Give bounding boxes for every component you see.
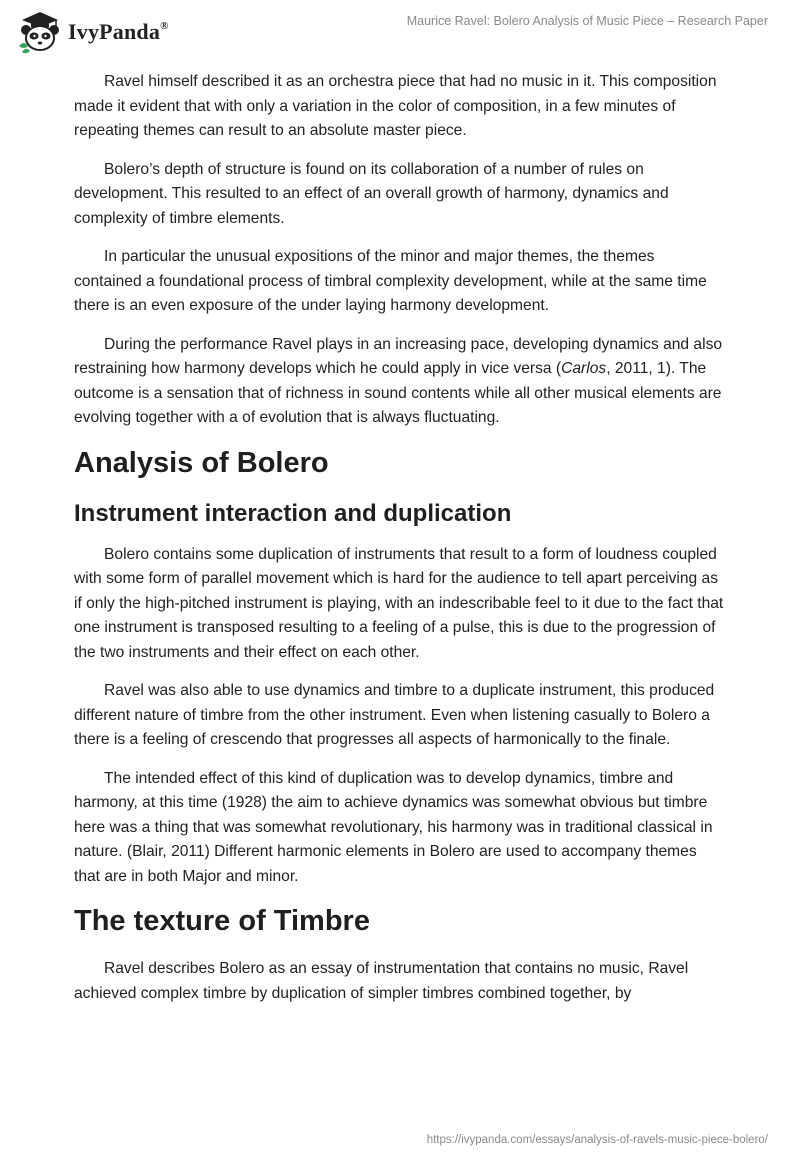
paragraph-5: Bolero contains some duplication of instruments that result to a form of loudness coupled with some form of parallel movement which is hard for the audience to tell apart perceiving as if only the high-pitched instrument is playing, with an indescribable feel to it due to the fact that one instrument is transposed resulting to a feeling of a pulse, this is due to the progression of the two instruments and their effect on each other. [74, 545, 724, 661]
paragraph-4-text-a: During the performance Ravel plays in an increasing pace, developing dynamics and also restraining how harmony develops which he could apply in vice versa ( [74, 335, 723, 377]
citation-carlos: Carlos [561, 360, 607, 377]
paragraph-2: Bolero’s depth of structure is found on its collaboration of a number of rules on development. This resulted to an effect of an overall growth of harmony, dynamics and complexity of timbre elements. [74, 160, 669, 227]
logo-text: IvyPanda® [68, 19, 169, 44]
ivypanda-logo[interactable] [16, 10, 169, 54]
paragraph-6: Ravel was also able to use dynamics and timbre to a duplicate instrument, this produced different nature of timbre from the other instrument. Even when listening casually to Bolero a there is a feeling of crescendo that progresses all aspects of harmonically to the finale. [74, 682, 715, 748]
document-title: Maurice Ravel: Bolero Analysis of Music Piece – Research Paper [406, 14, 768, 28]
panda-graduate-icon [16, 10, 62, 54]
heading-analysis-of-bolero: Analysis of Bolero [74, 446, 329, 479]
paragraph-1: Ravel himself described it as an orchestra piece that had no music in it. This composition made it evident that with only a variation in the color of composition, in a few minutes of repeating themes can result to an absolute master piece. [74, 73, 717, 139]
source-url[interactable]: https://ivypanda.com/essays/analysis-of-ravels-music-piece-bolero/ [426, 1134, 768, 1146]
page-header [0, 0, 800, 64]
paragraph-4-text-b: , 2011, 1). The outcome is a sensation that of richness in sound contents while all other musical elements are evolving together with a of evolution that is always fluctuating. [74, 360, 722, 426]
article-body [74, 70, 726, 1020]
heading-instrument-interaction: Instrument interaction and duplication [74, 499, 512, 527]
paragraph-8: Ravel describes Bolero as an essay of instrumentation that contains no music, Ravel achieved complex timbre by duplication of simpler timbres combined together, by [74, 960, 689, 1002]
paragraph-3: In particular the unusual expositions of the minor and major themes, the themes contained a foundational process of timbral complexity development, while at the same time there is an even exposure of the under laying harmony development. [74, 248, 707, 314]
paragraph-4 [74, 333, 726, 431]
heading-texture-of-timbre: The texture of Timbre [74, 905, 370, 937]
registered-mark: ® [160, 19, 169, 32]
paragraph-7: The intended effect of this kind of duplication was to develop dynamics, timbre and harmony, at this time (1928) the aim to achieve dynamics was somewhat obvious but timbre here was a thing that was somewhat revolutionary, his harmony was in traditional classical in nature. (Blair, 2011) Different harmonic elements in Bolero are used to accompany themes that are in both Major and minor. [74, 769, 713, 885]
